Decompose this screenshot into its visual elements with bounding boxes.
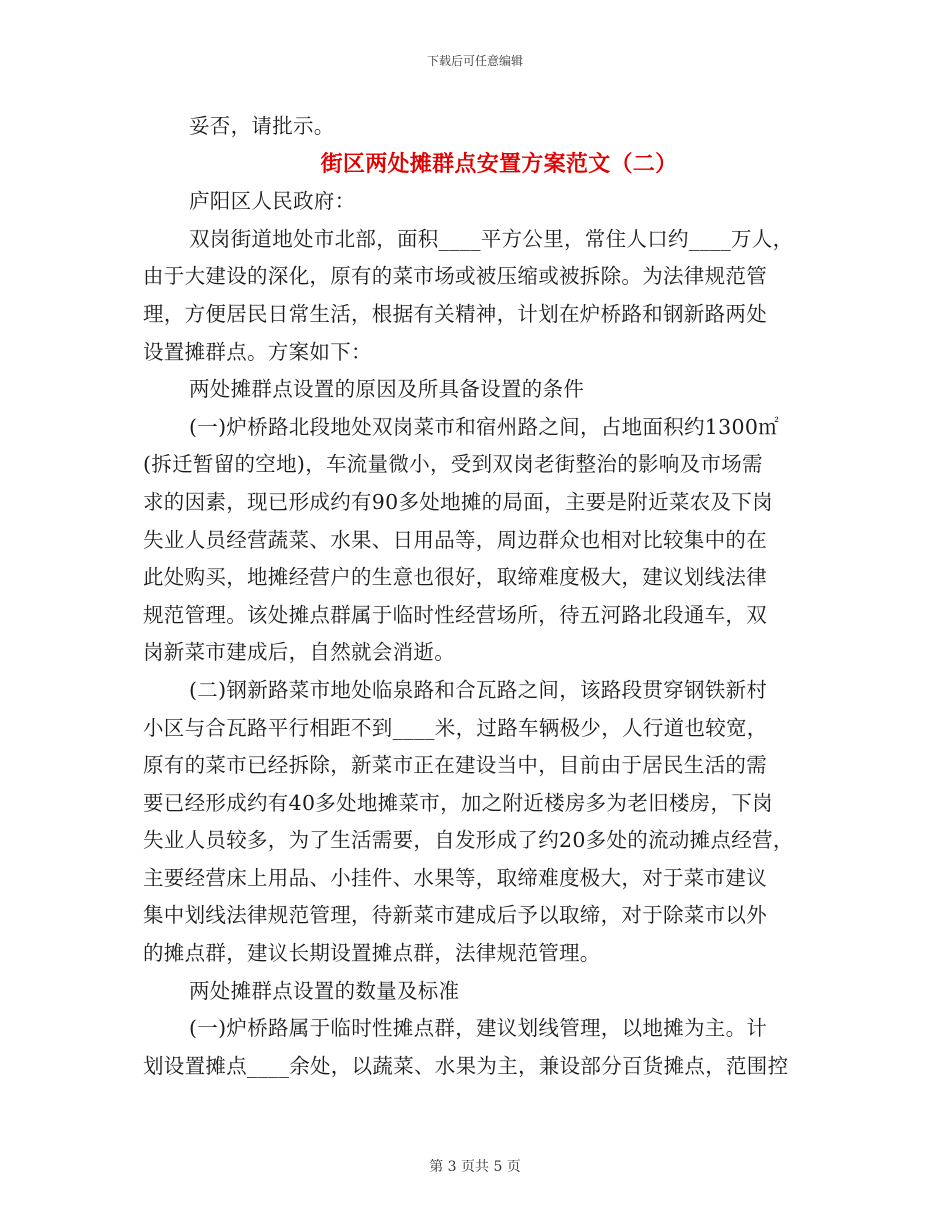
paragraph-line: 规范管理。该处摊点群属于临时性经营场所，待五河路北段通车，双 — [143, 602, 767, 627]
closing-line: 妥否，请批示。 — [189, 114, 335, 138]
paragraph-line: 岗新菜市建成后，自然就会消逝。 — [143, 640, 455, 665]
paragraph-line: (一)炉桥路属于临时性摊点群，建议划线管理，以地摊为主。计 — [189, 1016, 768, 1041]
paragraph-line: 此处购买，地摊经营户的生意也很好，取缔难度极大，建议划线法律 — [143, 565, 767, 590]
paragraph-line: 的摊点群，建议长期设置摊点群，法律规范管理。 — [143, 941, 601, 966]
paragraph-line: 由于大建设的深化，原有的菜市场或被压缩或被拆除。为法律规范管 — [143, 264, 767, 289]
paragraph-line: 失业人员经营蔬菜、水果、日用品等，周边群众也相对比较集中的在 — [143, 527, 767, 552]
section-heading: 两处摊群点设置的原因及所具备设置的条件 — [189, 377, 585, 402]
paragraph-line: (拆迁暂留的空地)，车流量微小，受到双岗老街整治的影响及市场需 — [143, 452, 763, 477]
paragraph-line: 求的因素，现已形成约有90多处地摊的局面，主要是附近菜农及下岗 — [143, 489, 773, 514]
paragraph-line: 小区与合瓦路平行相距不到____米，过路车辆极少，人行道也较宽， — [143, 715, 768, 740]
paragraph-line: 要已经形成约有40多处地摊菜市，加之附近楼房多为老旧楼房，下岗 — [143, 790, 773, 815]
page-header-note: 下载后可任意编辑 — [426, 54, 523, 68]
paragraph-line: (一)炉桥路北段地处双岗菜市和宿州路之间，占地面积约1300㎡ — [189, 414, 779, 439]
document-body — [143, 108, 815, 1085]
paragraph-line: 主要经营床上用品、小挂件、水果等，取缔难度极大，对于菜市建议 — [143, 865, 767, 890]
paragraph-line: 理，方便居民日常生活，根据有关精神，计划在炉桥路和钢新路两处 — [143, 301, 767, 326]
paragraph-line: 双岗街道地处市北部，面积____平方公里，常住人口约____万人， — [189, 226, 794, 251]
addressee: 庐阳区人民政府： — [189, 189, 356, 214]
paragraph-line: 集中划线法律规范管理，待新菜市建成后予以取缔，对于除菜市以外 — [143, 903, 767, 928]
paragraph-line: (二)钢新路菜市地处临泉路和合瓦路之间，该路段贯穿钢铁新村 — [189, 677, 768, 702]
paragraph-line: 失业人员较多，为了生活需要，自发形成了约20多处的流动摊点经营， — [143, 828, 794, 853]
section-heading: 两处摊群点设置的数量及标准 — [189, 978, 460, 1003]
paragraph-line: 原有的菜市已经拆除，新菜市正在建设当中，目前由于居民生活的需 — [143, 753, 767, 778]
paragraph-line: 划设置摊点____余处，以蔬菜、水果为主，兼设部分百货摊点，范围控 — [143, 1053, 789, 1078]
document-title: 街区两处摊群点安置方案范文（二） — [320, 150, 678, 177]
page-number: 第 3 页共 5 页 — [429, 1159, 521, 1175]
paragraph-line: 设置摊群点。方案如下： — [143, 339, 372, 364]
